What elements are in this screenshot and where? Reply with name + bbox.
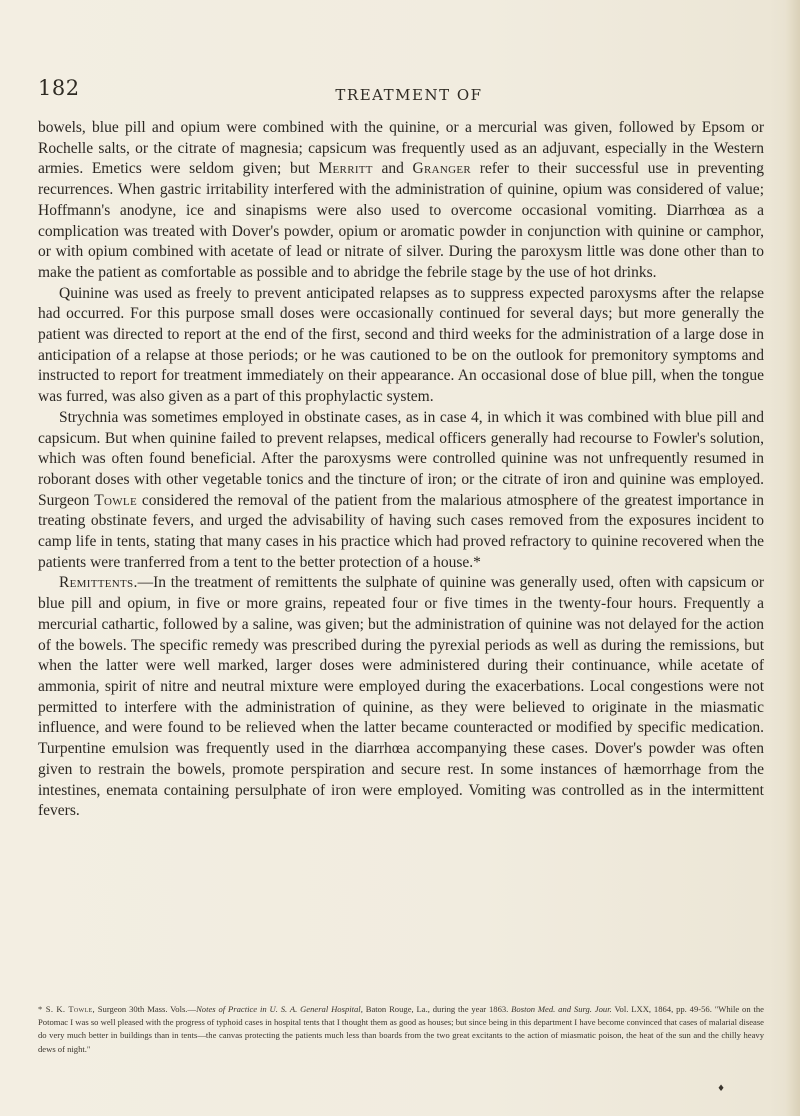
footnote-journal: Boston Med. and Surg. Jour. [511, 1004, 612, 1014]
bottom-mark: ♦ [717, 1084, 726, 1094]
paragraph [38, 408, 764, 574]
paragraph [38, 573, 764, 821]
text-run: —In the treatment of remittents the sulphate of quinine was generally used, often with capsicum or blue pill and opium, in five or more grains, repeated four or five times in the twenty-four hours. Frequently a mercurial cathartic, followed by a saline, was given; but the administration of quinine was not delayed for the action of the bowels. The specific remedy was prescribed during the pyrexial periods as well as during the remissions, but when the latter were well marked, larger doses were administered during their continuance, while acetate of ammonia, spirit of nitre and neutral mixture were employed during the exacerbations. Local congestions were not permitted to interfere with the administration of quinine, as they were believed to originate in the miasmatic influence, and were found to be relieved when the latter became counteracted or modified by specific medication. Turpentine emulsion was frequently used in the diarrhœa accompanying these cases. Dover's powder was often given to restrain the bowels, promote perspiration and secure rest. In some instances of hæmorrhage from the intestines, enemata containing persulphate of iron were employed. Vomiting was controlled as in the intermittent fevers. [38, 574, 764, 820]
small-caps-name: Remittents. [59, 574, 138, 592]
page-edge-shadow [786, 0, 800, 1116]
footnote-text: Vol. LXX, 1864, pp. 49-56. "While on the Potomac I was so well pleased with the progress of typhoid cases in hospital tents that I thought them as good as houses; but since being in this department I have become convinced that cases of malarial disease do very much better in buildings than in tents—the canvas protecting the patients much less than boards from the two great excitants to the action of miasmatic poison, the heat of the sun and the chilly heavy dews of night." [38, 1004, 764, 1054]
body-text [38, 118, 764, 822]
text-run: bowels, blue pill and opium were combined with the quinine, or a mercurial was given, followed by Epsom or Rochelle salts, or the citrate of magnesia; capsicum was frequently used as an adjuvant, especially in the Western armies. Emetics were seldom given; but [38, 119, 764, 178]
footnote-marker: * S. K. Towle, [38, 1004, 95, 1014]
text-run: Strychnia was sometimes employed in obstinate cases, as in case 4, in which it was combined with blue pill and capsicum. But when quinine failed to prevent relapses, medical officers generally had recourse to Fowler's solution, which was often found beneficial. After the paroxysms were controlled quinine was not unfrequently resumed in roborant doses with other vegetable tonics and the tincture of iron; or the citrate of iron and quinine was employed. Surgeon [38, 408, 764, 509]
footnote-text: Baton Rouge, La., during the year 1863. [362, 1004, 512, 1014]
text-run: considered the removal of the patient from the malarious atmosphere of the greatest importance in treating obstinate fevers, and urged the advisability of having such cases removed from the exposures incident to camp life in tents, stating that many cases in his practice which had proved refractory to quinine recovered when the patients were tranferred from a tent to the better protection of a house.* [38, 491, 764, 571]
paragraph [38, 118, 764, 284]
footnote [38, 1003, 764, 1056]
paragraph [38, 284, 764, 408]
text-run: refer to their successful use in preventing recurrences. When gastric irritability interfered with the administration of quinine, opium was considered of value; Hoffmann's anodyne, ice and sinapisms were also used to overcome occasional vomiting. Diarrhœa as a complication was treated with Dover's powder, opium or aromatic powder in conjunction with quinine or camphor, or with opium combined with acetate of lead or nitrate of silver. During the paroxysm little was done other than to make the patient as comfortable as possible and to abridge the febrile stage by the use of hot drinks. [38, 160, 764, 281]
text-run: and [372, 160, 413, 178]
running-title: TREATMENT OF [335, 86, 483, 104]
small-caps-name: Granger [412, 160, 472, 178]
footnote-text: Surgeon 30th Mass. Vols.— [94, 1004, 197, 1014]
small-caps-name: Towle [94, 491, 137, 509]
footnote-citation: Notes of Practice in U. S. A. General Hospital, [196, 1004, 363, 1014]
page-number: 182 [38, 76, 80, 100]
small-caps-name: Merritt [318, 160, 373, 178]
text-run: Quinine was used as freely to prevent anticipated relapses as to suppress expected paroxysms after the relapse had occurred. For this purpose small doses were occasionally continued for several days; but more generally the patient was directed to report at the end of the first, second and third weeks for the administration of a large dose in anticipation of a relapse at those periods; or he was cautioned to be on the outlook for premonitory symptoms and instructed to report for treatment immediately on their appearance. An occasional dose of blue pill, when the tongue was furred, was also given as a part of this prophylactic system. [38, 284, 764, 406]
